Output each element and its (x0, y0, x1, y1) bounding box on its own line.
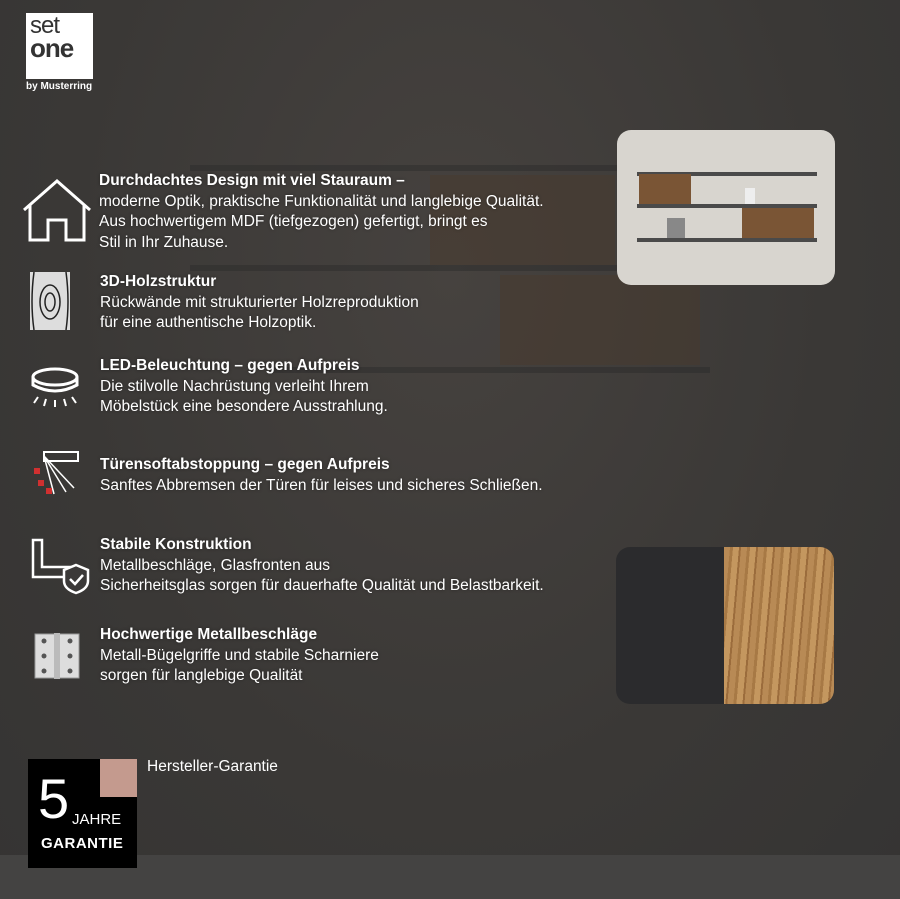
warranty-caption: Hersteller-Garantie (147, 758, 278, 775)
feature-fittings (100, 625, 379, 687)
soft-close-icon (30, 448, 82, 500)
feature-text: Rückwände mit strukturierter Holzreproduktion (100, 293, 419, 311)
brand-logo (26, 13, 93, 79)
feature-text: Sanftes Abbremsen der Türen für leises und sicheres Schließen. (100, 476, 543, 494)
warranty-badge (28, 759, 137, 868)
feature-title: Durchdachtes Design mit viel Stauraum – (99, 172, 405, 189)
feature-text: sorgen für langlebige Qualität (100, 667, 303, 684)
warranty-label: GARANTIE (41, 835, 124, 852)
swatch-oak (724, 547, 834, 704)
hinge-icon (34, 633, 80, 679)
feature-text: Metall-Bügelgriffe und stabile Scharniere (100, 646, 379, 664)
logo-text-top: set (30, 12, 60, 39)
feature-construction (100, 535, 544, 597)
wood-grain-icon (30, 272, 70, 330)
feature-title: 3D-Holzstruktur (100, 273, 217, 290)
feature-text: Aus hochwertigem MDF (tiefgezogen) gefertigt, bringt es (99, 213, 488, 230)
brand-byline: by Musterring (26, 81, 93, 92)
feature-soft-close (100, 455, 543, 496)
feature-design (99, 171, 544, 253)
feature-title: Hochwertige Metallbeschläge (100, 626, 318, 643)
warranty-accent (100, 759, 137, 797)
feature-text: Metallbeschläge, Glasfronten aus (100, 556, 331, 574)
feature-text: moderne Optik, praktische Funktionalität und langlebige Qualität. (99, 192, 544, 210)
feature-title: LED-Beleuchtung – gegen Aufpreis (100, 357, 360, 374)
feature-title: Türensoftabstoppung – gegen Aufpreis (100, 456, 390, 473)
color-swatch (616, 547, 834, 704)
feature-text: Sicherheitsglas sorgen für dauerhafte Qualität und Belastbarkeit. (100, 577, 544, 594)
feature-text: Stil in Ihr Zuhause. (99, 233, 229, 251)
feature-text: Die stilvolle Nachrüstung verleiht Ihrem (100, 377, 369, 395)
feature-title: Stabile Konstruktion (100, 536, 252, 553)
warranty-years: 5 (38, 767, 70, 830)
feature-led (100, 356, 388, 418)
feature-text: für eine authentische Holzoptik. (100, 314, 317, 331)
product-photo (617, 130, 835, 285)
shield-bracket-icon (30, 537, 90, 595)
swatch-dark (616, 547, 724, 704)
feature-text: Möbelstück eine besondere Ausstrahlung. (100, 398, 388, 415)
led-lamp-icon (30, 365, 80, 410)
warranty-unit: JAHRE (72, 811, 122, 828)
house-icon (22, 178, 94, 244)
feature-wood-structure (100, 272, 419, 334)
logo-text-bottom: one (30, 33, 74, 63)
